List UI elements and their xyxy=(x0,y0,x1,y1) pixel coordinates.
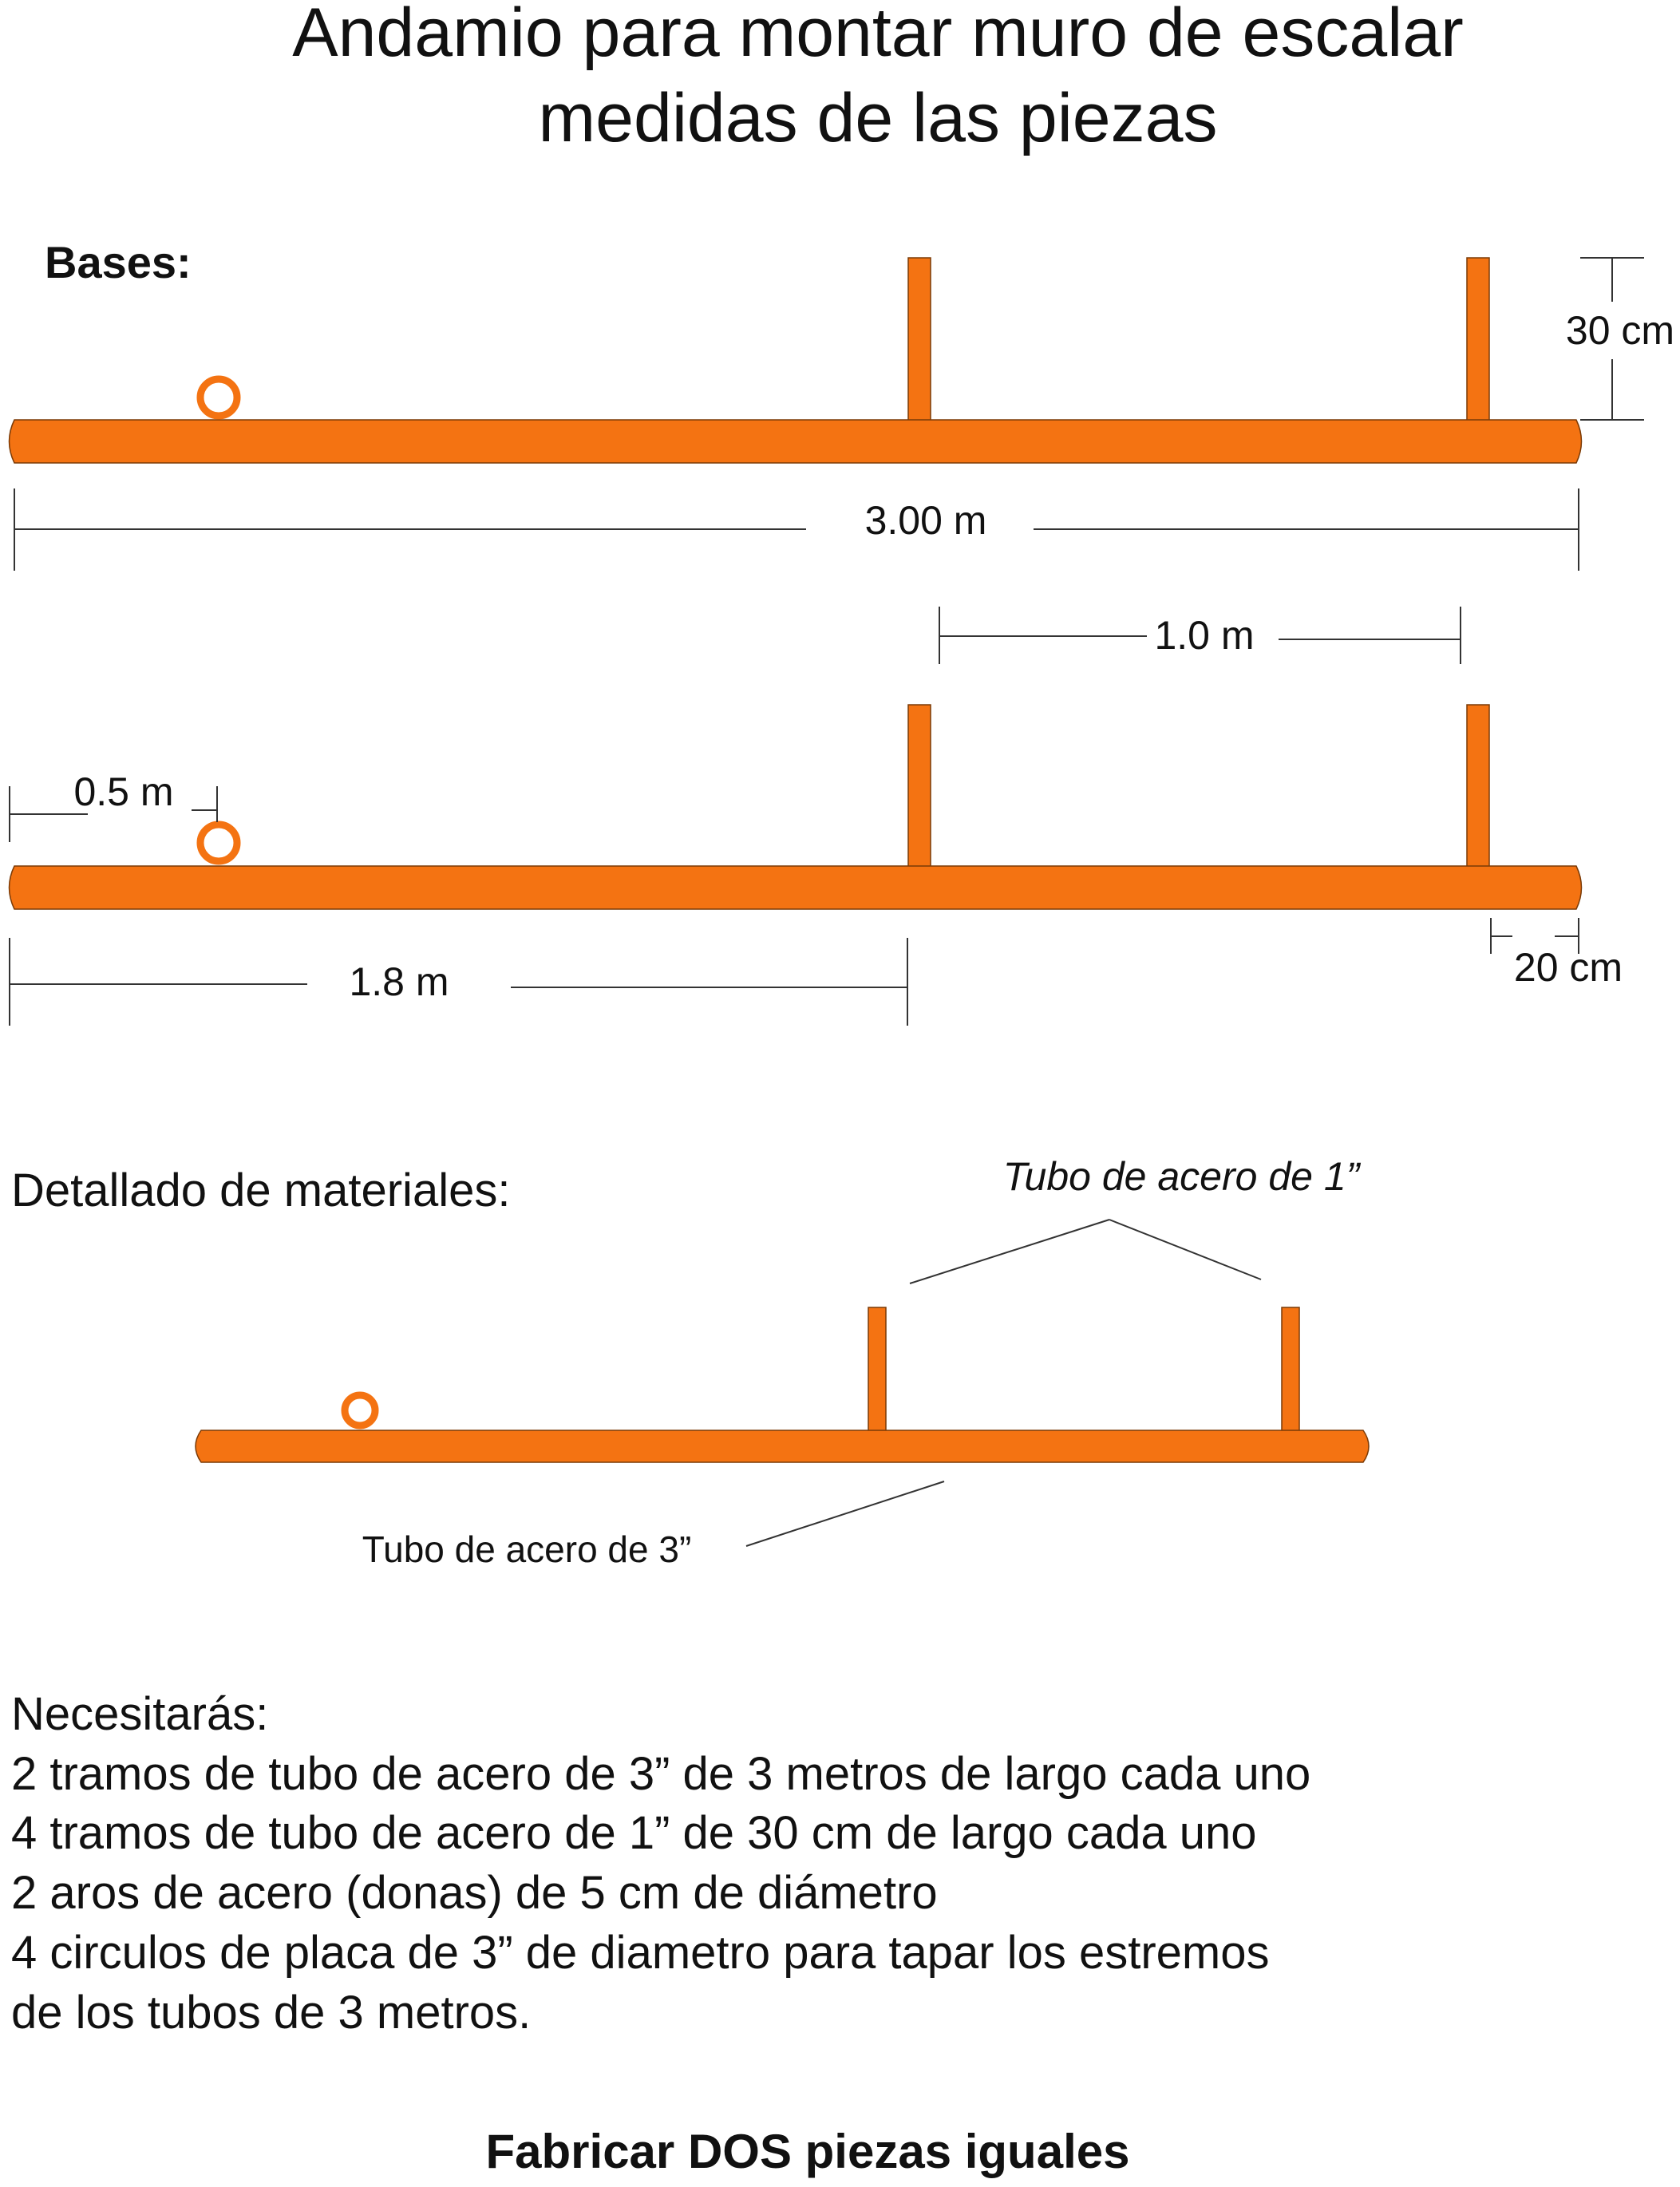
beam-label-leader xyxy=(746,1481,944,1546)
needs-item: 4 tramos de tubo de acero de 1” de 30 cm de largo cada uno xyxy=(11,1807,1257,1859)
needs-heading: Necesitarás: xyxy=(11,1688,269,1740)
needs-item: de los tubos de 3 metros. xyxy=(11,1987,532,2039)
title-line-2: medidas de las piezas xyxy=(538,80,1218,156)
dim-total-length-label: 3.00 m xyxy=(864,498,987,543)
base-tube xyxy=(10,420,1582,463)
dim-ring-offset-label: 0.5 m xyxy=(73,769,174,814)
post-tube xyxy=(908,258,931,422)
label-post-tube: Tubo de acero de 1” xyxy=(1002,1154,1360,1199)
materials-drawing xyxy=(196,1307,1369,1462)
post-tube xyxy=(1282,1307,1299,1433)
title-line-1: Andamio para montar muro de escalar xyxy=(292,0,1464,71)
dim-post-spacing-label: 1.0 m xyxy=(1154,613,1255,658)
steel-ring xyxy=(200,825,237,861)
label-beam-tube: Tubo de acero de 3” xyxy=(362,1529,692,1570)
dim-first-post-label: 1.8 m xyxy=(349,959,449,1004)
dimension-first-post xyxy=(10,938,907,1026)
needs-item: 4 circulos de placa de 3” de diametro para tapar los estremos xyxy=(11,1927,1270,1979)
base-drawing-1 xyxy=(10,258,1582,463)
dimension-total-length xyxy=(14,488,1579,571)
base-drawing-2 xyxy=(10,705,1582,909)
base-tube xyxy=(10,866,1582,909)
dim-height-label: 30 cm xyxy=(1565,308,1675,353)
post-label-leader xyxy=(910,1220,1261,1283)
post-tube xyxy=(868,1307,886,1433)
materials-heading: Detallado de materiales: xyxy=(11,1165,511,1216)
needs-item: 2 aros de acero (donas) de 5 cm de diámetro xyxy=(11,1867,938,1919)
footer-note: Fabricar DOS piezas iguales xyxy=(485,2125,1130,2178)
steel-ring xyxy=(200,379,237,416)
post-tube xyxy=(1467,258,1489,422)
steel-ring xyxy=(345,1395,375,1426)
post-tube xyxy=(908,705,931,868)
beam-tube xyxy=(196,1430,1369,1462)
bases-heading: Bases: xyxy=(45,237,192,287)
needs-item: 2 tramos de tubo de acero de 3” de 3 metros de largo cada uno xyxy=(11,1748,1311,1800)
post-tube xyxy=(1467,705,1489,868)
dim-end-offset-label: 20 cm xyxy=(1513,945,1623,990)
